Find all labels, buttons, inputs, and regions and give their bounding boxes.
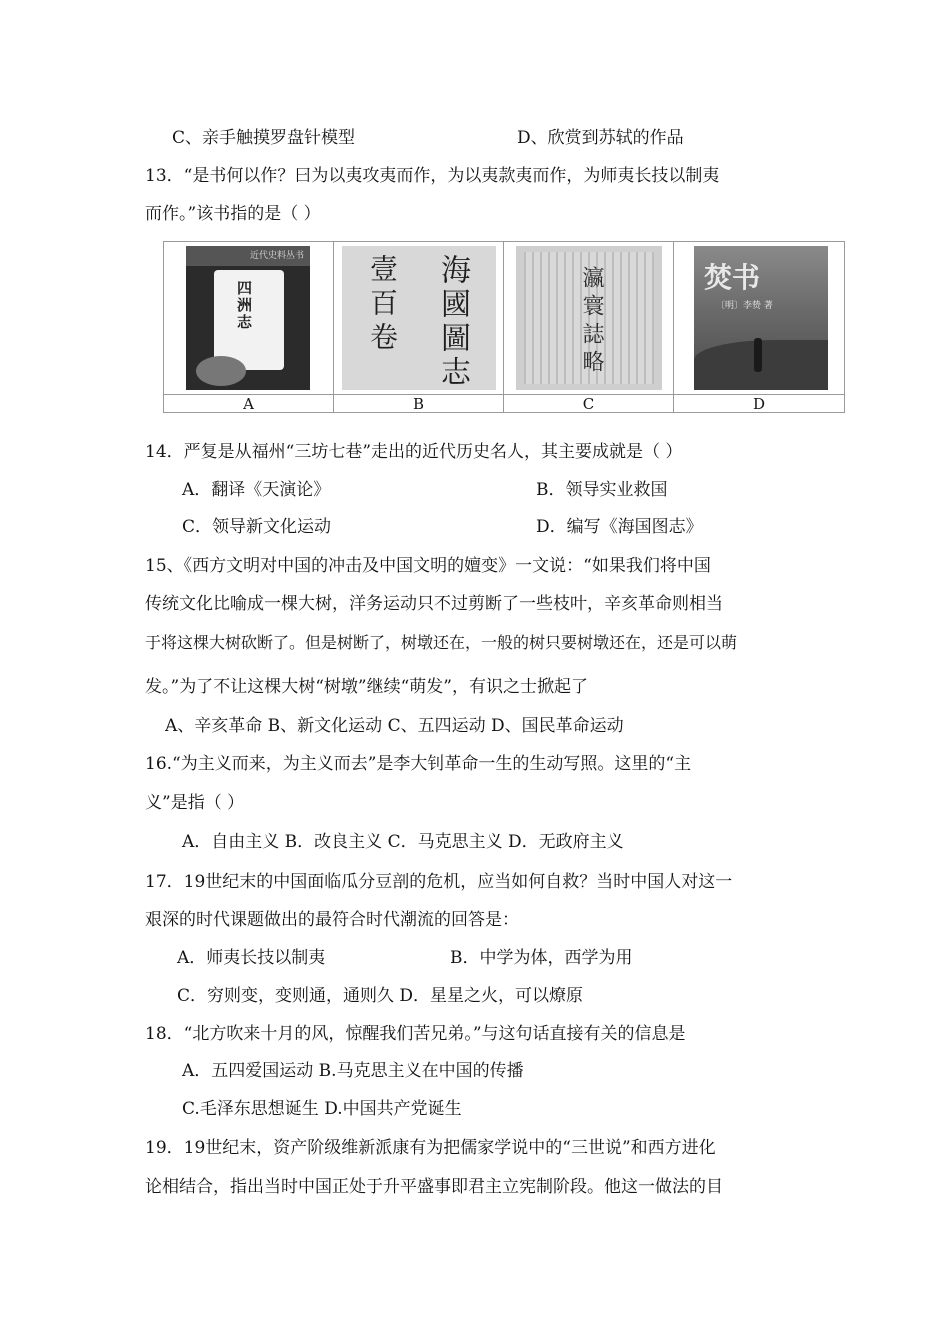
q14-option-d: D．编写《海国图志》 [536,517,703,537]
book-cover-sizhouzhi [186,246,310,390]
q18-options-ab: A．五四爱国运动 B.马克思主义在中国的传播 [182,1061,524,1081]
q14-option-a: A．翻译《天演论》 [182,480,331,500]
cover-title: 四洲志 [235,280,253,331]
book-cover-yinghuanzhilue [516,246,662,390]
cover-volume: 壹百卷 [366,254,399,356]
q17-stem-line1: 17．19世纪末的中国面临瓜分豆剖的危机，应当如何自救？当时中国人对这一 [145,872,733,892]
cover-ornament [196,356,246,386]
cover-title: 瀛寰誌略 [579,266,604,378]
q17-option-b: B．中学为体，西学为用 [450,948,633,968]
q17-stem-line2: 艰深的时代课题做出的最符合时代潮流的回答是： [145,910,519,930]
cover-figure [754,338,762,372]
cover-title: 焚书 [704,261,761,294]
q15-stem-line4: 发。”为了不让这棵大树“树墩”继续“萌发”，有识之士掀起了 [145,677,588,697]
q15-stem-line2: 传统文化比喻成一棵大树，洋务运动只不过剪断了一些枝叶，辛亥革命则相当 [145,594,723,614]
cover-header: 近代史料丛书 [186,246,310,266]
q18-stem: 18．“北方吹来十月的风，惊醒我们苦兄弟。”与这句话直接有关的信息是 [145,1024,686,1044]
book-cover-fenshu [694,246,828,390]
q16-stem-line2: 义”是指（ ） [145,793,245,813]
cover-author: 〔明〕李贽 著 [716,301,773,311]
q17-options-cd: C．穷则变，变则通，通则久 D．星星之火，可以燎原 [177,986,584,1006]
q13-cell-a [164,242,334,412]
q12-option-d: D、欣赏到苏轼的作品 [517,128,684,148]
q13-stem-line2: 而作。”该书指的是（ ） [145,204,321,224]
q14-stem: 14．严复是从福州“三坊七巷”走出的近代历史名人，其主要成就是（ ） [145,442,683,462]
q14-option-b: B．领导实业救国 [536,480,668,500]
q14-option-c: C．领导新文化运动 [182,517,332,537]
q13-stem-line1: 13．“是书何以作？曰为以夷攻夷而作，为以夷款夷而作，为师夷长技以制夷 [145,166,720,186]
q16-options: A．自由主义 B．改良主义 C．马克思主义 D．无政府主义 [182,832,624,852]
book-cover-haiguotuzhi [342,246,496,390]
q13-cell-c [504,242,674,412]
q13-caption-b: B [334,394,503,413]
q13-caption-d: D [674,394,844,413]
q18-options-cd: C.毛泽东思想诞生 D.中国共产党诞生 [182,1099,462,1119]
q19-stem-line2: 论相结合，指出当时中国正处于升平盛事即君主立宪制阶段。他这一做法的目 [145,1177,723,1197]
q13-image-table [163,241,845,413]
q15-stem-line1: 15、《西方文明对中国的冲击及中国文明的嬗变》一文说：“如果我们将中国 [145,556,711,576]
q17-option-a: A．师夷长技以制夷 [177,948,326,968]
q12-option-c: C、亲手触摸罗盘针模型 [172,128,356,148]
cover-title: 海國圖志 [435,254,470,390]
q13-caption-a: A [164,394,333,413]
q13-caption-c: C [504,394,673,413]
q15-stem-line3: 于将这棵大树砍断了。但是树断了，树墩还在，一般的树只要树墩还在，还是可以萌 [145,633,738,652]
q15-options: A、辛亥革命 B、新文化运动 C、五四运动 D、国民革命运动 [165,716,624,736]
q13-cell-b [334,242,504,412]
q16-stem-line1: 16.“为主义而来，为主义而去”是李大钊革命一生的生动写照。这里的“主 [145,754,692,774]
q19-stem-line1: 19．19世纪末，资产阶级维新派康有为把儒家学说中的“三世说”和西方进化 [145,1138,716,1158]
q13-cell-d [674,242,844,412]
